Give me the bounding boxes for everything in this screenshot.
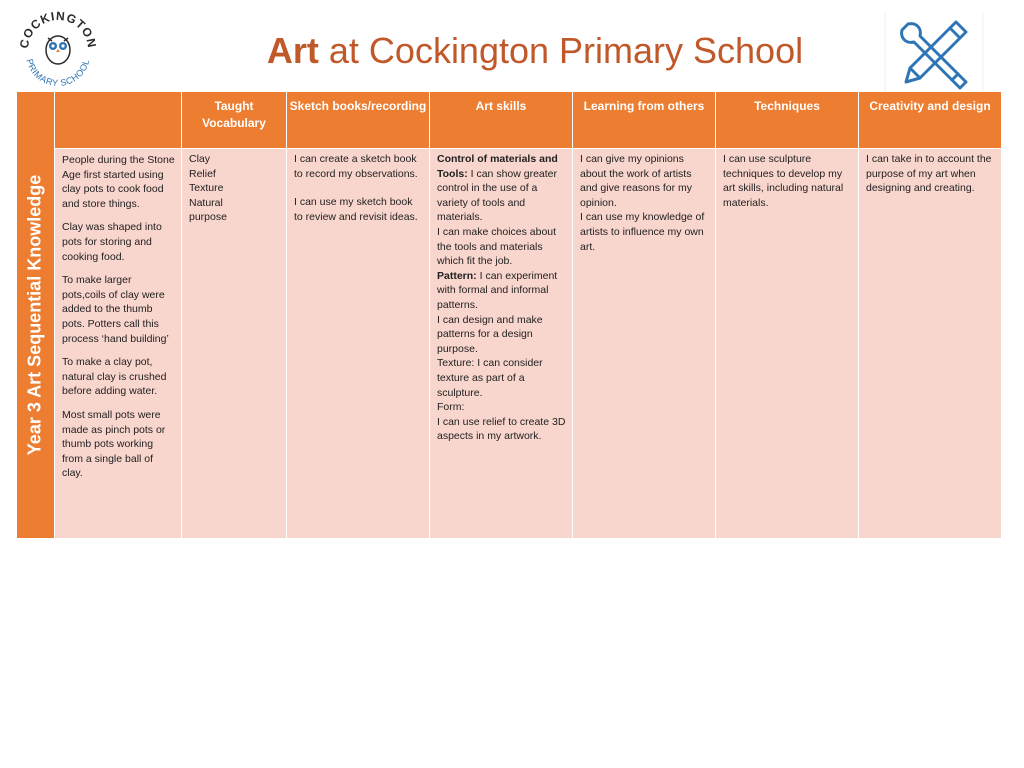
column-header: Techniques — [716, 92, 858, 148]
choices-text: I can make choices about the tools and materials which fit the job. — [437, 225, 557, 268]
texture-text: Texture: I can consider texture as part of a sculpture. — [437, 357, 543, 399]
form-label: Form: — [437, 401, 465, 414]
svg-text:COCKINGTON: COCKINGTON — [16, 8, 100, 50]
techniques-text: I can use sculpture techniques to develop my art skills, including natural materials. — [723, 153, 844, 209]
pattern-text: I can experiment with formal and informal patterns. — [437, 269, 558, 311]
vocabulary-word: Natural — [189, 196, 223, 209]
knowledge-text: To make larger pots,coils of clay were added to the thumb pots. Potters call this process ‘hand building’ — [62, 274, 169, 345]
control-paragraph — [437, 152, 567, 225]
column-header: Sketch books/recording — [287, 92, 429, 148]
pattern-design-text: I can design and make patterns for a design purpose. — [437, 313, 543, 355]
creativity-cell — [859, 149, 1001, 538]
knowledge-text: To make a clay pot, natural clay is crushed before adding water. — [62, 356, 167, 398]
creativity-text: I can take in to account the purpose of my art when designing and creating. — [866, 153, 992, 195]
vocabulary-word: purpose — [189, 211, 227, 224]
pattern-paragraph — [437, 269, 567, 313]
side-label-text: Year 3 Art Sequential Knowledge — [24, 174, 45, 456]
title-bold: Art — [266, 30, 319, 71]
vocabulary-cell — [182, 149, 286, 538]
knowledge-text: People during the Stone Age first started using clay pots to cook food and store things. — [62, 154, 175, 210]
vocabulary-word: Texture — [189, 182, 224, 195]
learning-text: I can use my knowledge of artists to influence my own art. — [580, 211, 705, 253]
form-text: I can use relief to create 3D aspects in my artwork. — [437, 415, 566, 443]
header-blank-cell — [55, 92, 181, 148]
learning-text: I can give my opinions about the work of artists and give reasons for my opinion. — [580, 153, 693, 209]
page-title — [0, 30, 1024, 72]
knowledge-text: Most small pots were made as pinch pots or thumb pots working from a single ball of clay. — [62, 408, 166, 480]
vocabulary-word: Relief — [189, 167, 216, 180]
sketchbook-cell — [287, 149, 429, 538]
title-rest: at Cockington Primary School — [318, 30, 804, 71]
learning-cell — [573, 149, 715, 538]
control-text: I can show greater control in the use of a variety of tools and materials. — [437, 167, 558, 224]
column-header: Learning from others — [573, 92, 715, 148]
column-header: Art skills — [430, 92, 572, 148]
pattern-label: Pattern: — [437, 269, 477, 282]
art-skills-cell — [430, 149, 572, 538]
column-header: Taught Vocabulary — [182, 92, 286, 148]
sketchbook-text: I can use my sketch book to review and revisit ideas. — [294, 196, 418, 223]
paintbrush-pencil-icon — [886, 10, 982, 98]
knowledge-cell — [55, 149, 181, 538]
control-label: Control of materials and Tools: — [437, 153, 558, 180]
vocabulary-word: Clay — [189, 153, 211, 165]
sketchbook-text: I can create a sketch book to record my observations. — [294, 153, 418, 180]
techniques-cell — [716, 149, 858, 538]
side-label — [17, 92, 54, 538]
column-header: Creativity and design — [859, 92, 1001, 148]
svg-text:PRIMARY SCHOOL: PRIMARY SCHOOL — [24, 57, 92, 89]
knowledge-text: Clay was shaped into pots for storing and cooking food. — [62, 221, 162, 263]
